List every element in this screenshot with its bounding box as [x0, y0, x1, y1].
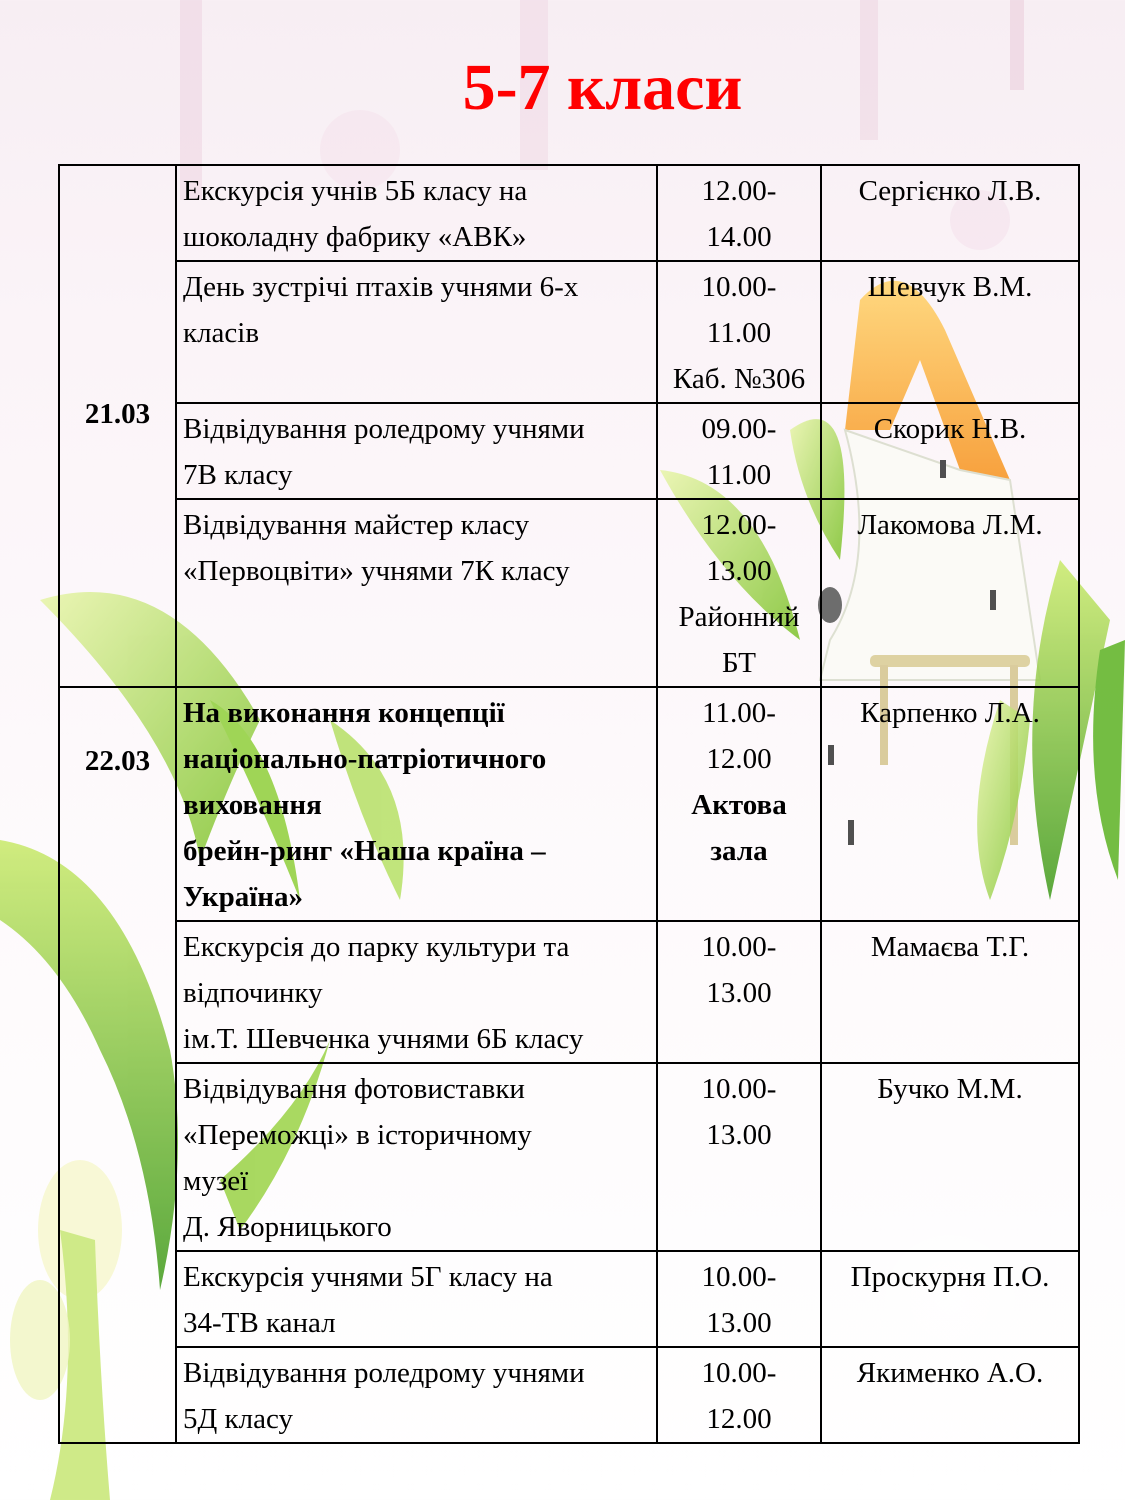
table-row [59, 403, 1079, 499]
time-start: 10.00- [701, 1073, 777, 1105]
event-text: національно-патріотичного [183, 743, 547, 775]
schedule-table [58, 164, 1080, 1444]
event-text: виховання [183, 789, 322, 821]
table-row [59, 165, 1079, 261]
event-text: класів [183, 317, 260, 349]
time-start: 10.00- [701, 271, 777, 303]
time-cell [657, 921, 821, 1063]
date-cell: 21.03 [59, 165, 176, 687]
time-cell [657, 403, 821, 499]
time-end: 13.00 [706, 555, 772, 587]
event-cell [176, 261, 657, 403]
responsible-cell: Сергієнко Л.В. [821, 165, 1079, 261]
event-text: 34-ТВ канал [183, 1307, 336, 1339]
table-row [59, 1347, 1079, 1443]
event-text: Д. Яворницького [183, 1211, 392, 1243]
event-text: День зустрічі птахів учнями 6-х [183, 271, 579, 303]
table-row [59, 921, 1079, 1063]
time-cell [657, 499, 821, 687]
event-text: Україна» [183, 881, 304, 913]
time-cell [657, 687, 821, 921]
table-row [59, 1063, 1079, 1251]
time-end: 14.00 [706, 221, 772, 253]
event-text: «Первоцвіти» учнями 7К класу [183, 555, 570, 587]
event-text: На виконання концепції [183, 697, 505, 729]
event-text: Відвідування роледрому учнями [183, 1357, 585, 1389]
table-row [59, 687, 1079, 921]
responsible-cell: Проскурня П.О. [821, 1251, 1079, 1347]
time-start: 10.00- [701, 931, 777, 963]
time-end: 12.00 [706, 743, 772, 775]
time-end: 11.00 [706, 459, 772, 491]
event-text: 7В класу [183, 459, 293, 491]
event-text: брейн-ринг «Наша країна – [183, 835, 546, 867]
event-text: Екскурсія до парку культури та [183, 931, 570, 963]
time-cell [657, 1063, 821, 1251]
event-cell [176, 1063, 657, 1251]
event-text: шоколадну фабрику «АВК» [183, 221, 527, 253]
time-start: 12.00- [701, 509, 777, 541]
time-start: 12.00- [701, 175, 777, 207]
event-cell [176, 921, 657, 1063]
time-start: 10.00- [701, 1357, 777, 1389]
event-text: ім.Т. Шевченка учнями 6Б класу [183, 1023, 584, 1055]
responsible-cell: Якименко А.О. [821, 1347, 1079, 1443]
event-text: Відвідування фотовиставки [183, 1073, 525, 1105]
event-text: Відвідування майстер класу [183, 509, 530, 541]
time-cell [657, 1347, 821, 1443]
event-text: «Переможці» в історичному [183, 1119, 532, 1151]
date-cell: 22.03 [59, 687, 176, 1443]
time-end: 13.00 [706, 1119, 772, 1151]
time-end: 12.00 [706, 1403, 772, 1435]
responsible-cell: Мамаєва Т.Г. [821, 921, 1079, 1063]
time-cell [657, 165, 821, 261]
event-text: Відвідування роледрому учнями [183, 413, 585, 445]
table-row [59, 1251, 1079, 1347]
time-start: 09.00- [701, 413, 777, 445]
responsible-cell: Шевчук В.М. [821, 261, 1079, 403]
event-text: музеї [183, 1165, 249, 1197]
place-text: Актова зала [691, 789, 787, 867]
time-start: 10.00- [701, 1261, 777, 1293]
page-title: 5-7 класи [462, 51, 743, 124]
time-end: 11.00 [706, 317, 772, 349]
responsible-cell: Бучко М.М. [821, 1063, 1079, 1251]
event-cell [176, 165, 657, 261]
place-text: Каб. №306 [672, 363, 806, 395]
event-cell [176, 1251, 657, 1347]
responsible-cell: Скорик Н.В. [821, 403, 1079, 499]
event-text: Екскурсія учнями 5Г класу на [183, 1261, 553, 1293]
event-cell [176, 687, 657, 921]
time-cell [657, 261, 821, 403]
responsible-cell: Карпенко Л.А. [821, 687, 1079, 921]
time-end: 13.00 [706, 977, 772, 1009]
time-cell [657, 1251, 821, 1347]
responsible-cell: Лакомова Л.М. [821, 499, 1079, 687]
table-row [59, 499, 1079, 687]
table-row [59, 261, 1079, 403]
event-cell [176, 499, 657, 687]
event-text: відпочинку [183, 977, 323, 1009]
time-start: 11.00- [702, 697, 776, 729]
event-cell [176, 403, 657, 499]
time-end: 13.00 [706, 1307, 772, 1339]
event-text: Екскурсія учнів 5Б класу на [183, 175, 528, 207]
event-text: 5Д класу [183, 1403, 293, 1435]
place-text: Районний БТ [678, 601, 800, 679]
event-cell [176, 1347, 657, 1443]
